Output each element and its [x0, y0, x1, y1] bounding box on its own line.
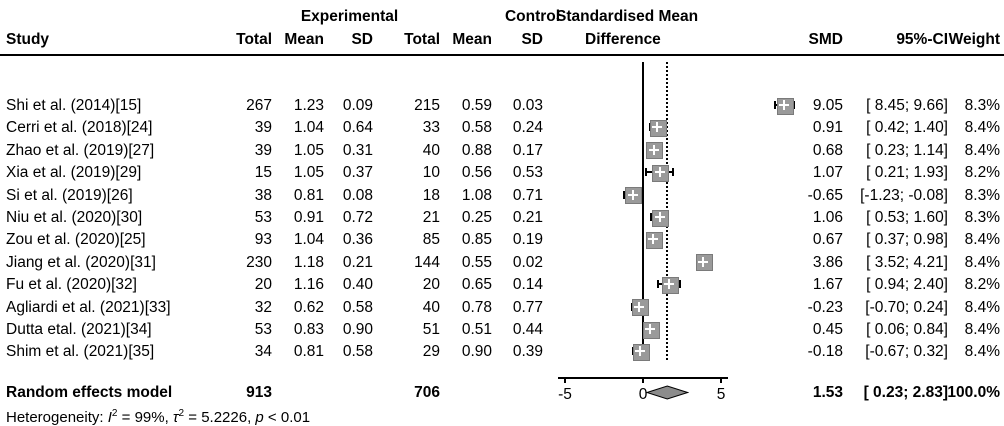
exp-total: 53 — [254, 209, 272, 226]
study-label: Dutta etal. (2021)[34] — [6, 321, 152, 338]
study-label: Fu et al. (2020)[32] — [6, 276, 137, 294]
weight: 8.4% — [964, 321, 1000, 338]
col-header-exp-mean: Mean — [284, 31, 324, 48]
confidence-interval: [ 0.23; 1.14] — [866, 141, 948, 159]
ctrl-sd: 0.17 — [512, 141, 543, 159]
x-axis-tick-label: -5 — [558, 386, 572, 403]
effect-size: 0.91 — [812, 119, 843, 137]
header-experimental: Experimental — [300, 8, 399, 25]
effect-size: 3.86 — [812, 253, 843, 271]
effect-marker — [777, 98, 794, 115]
marker-crosshair-v — [783, 100, 785, 110]
heterogeneity-text: Heterogeneity: $I^2 = 99\%$, $\tau^2 = 5.2226$, p < 0.01 — [6, 407, 311, 426]
x-axis-tick-label: 5 — [716, 386, 726, 403]
study-label: Cerri et al. (2018)[24] — [6, 119, 153, 137]
col-header-exp-total: Total — [236, 31, 272, 48]
effect-size: -0.23 — [807, 298, 843, 316]
exp-total: 53 — [254, 321, 272, 338]
x-axis-tick — [720, 377, 722, 383]
weight: 8.4% — [964, 298, 1000, 316]
weight: 8.2% — [964, 276, 1000, 294]
study-label: Shi et al. (2014)[15] — [6, 97, 142, 114]
x-axis-tick-label: 0 — [638, 386, 648, 403]
effect-size: -0.18 — [807, 343, 843, 361]
effect-marker — [646, 142, 663, 159]
confidence-interval: [-0.67; 0.32] — [865, 343, 948, 361]
ci-cap-upper — [672, 168, 674, 176]
ctrl-sd: 0.02 — [512, 253, 543, 271]
ci-cap-upper — [679, 280, 681, 288]
ctrl-mean: 0.55 — [461, 253, 492, 271]
study-label: Jiang et al. (2020)[31] — [6, 253, 156, 271]
exp-total: 32 — [254, 298, 272, 316]
confidence-interval: [-0.70; 0.24] — [865, 298, 948, 316]
ctrl-total: 144 — [414, 253, 440, 271]
exp-total: 34 — [254, 343, 272, 361]
effect-marker — [652, 165, 669, 182]
ctrl-sd: 0.44 — [512, 321, 543, 338]
ctrl-mean: 0.85 — [461, 231, 492, 249]
col-header-ci: 95%-CI — [896, 31, 948, 48]
header-rule — [0, 54, 1004, 56]
confidence-interval: [-1.23; -0.08] — [860, 186, 948, 204]
effect-size: 0.45 — [812, 321, 843, 338]
effect-marker — [625, 187, 642, 204]
ctrl-mean: 0.58 — [461, 119, 492, 137]
exp-total: 230 — [246, 253, 272, 271]
header-plot-line1: Standardised Mean — [556, 8, 699, 25]
marker-crosshair-v — [652, 234, 654, 244]
confidence-interval: [ 0.37; 0.98] — [866, 231, 948, 249]
ctrl-total: 85 — [422, 231, 440, 249]
weight: 8.3% — [964, 97, 1000, 114]
col-header-ctrl-sd: SD — [521, 31, 543, 48]
exp-mean: 1.18 — [293, 253, 324, 271]
ctrl-mean: 0.56 — [461, 164, 492, 182]
effect-size: 9.05 — [812, 97, 843, 114]
ctrl-total: 215 — [414, 97, 440, 114]
exp-mean: 0.62 — [293, 298, 324, 316]
exp-mean: 1.04 — [293, 231, 324, 249]
exp-sd: 0.72 — [342, 209, 373, 226]
effect-marker — [652, 210, 669, 227]
marker-crosshair-v — [656, 122, 658, 132]
summary-label: Random effects model — [6, 383, 173, 401]
effect-size: 0.68 — [812, 141, 843, 159]
col-header-study: Study — [6, 31, 50, 48]
header-plot-line2: Difference — [585, 31, 661, 48]
marker-crosshair-v — [632, 190, 634, 200]
exp-mean: 0.81 — [293, 343, 324, 361]
study-label: Xia et al. (2019)[29] — [6, 164, 142, 182]
exp-total: 93 — [254, 231, 272, 249]
ci-cap-lower — [774, 101, 776, 109]
effect-marker — [650, 120, 667, 137]
col-header-exp-sd: SD — [351, 31, 373, 48]
effect-size: 0.67 — [812, 231, 843, 249]
exp-mean: 0.81 — [293, 186, 324, 204]
ctrl-total: 20 — [422, 276, 440, 294]
exp-sd: 0.09 — [342, 97, 373, 114]
col-header-ctrl-total: Total — [404, 31, 440, 48]
ctrl-mean: 1.08 — [461, 186, 492, 204]
ctrl-total: 51 — [422, 321, 440, 338]
effect-size: 1.06 — [812, 209, 843, 226]
confidence-interval: [ 0.42; 1.40] — [866, 119, 948, 137]
study-label: Agliardi et al. (2021)[33] — [6, 298, 171, 316]
exp-sd: 0.40 — [342, 276, 373, 294]
ctrl-total: 33 — [422, 119, 440, 137]
exp-sd: 0.31 — [342, 141, 373, 159]
exp-mean: 0.83 — [293, 321, 324, 338]
effect-size: 1.67 — [812, 276, 843, 294]
confidence-interval: [ 3.52; 4.21] — [866, 253, 948, 271]
exp-total: 39 — [254, 141, 272, 159]
ctrl-mean: 0.78 — [461, 298, 492, 316]
col-header-ctrl-mean: Mean — [452, 31, 492, 48]
confidence-interval: [ 0.53; 1.60] — [866, 209, 948, 226]
summary-confidence-interval: [ 0.23; 2.83] — [863, 383, 948, 401]
confidence-interval: [ 8.45; 9.66] — [866, 97, 948, 114]
study-label: Niu et al. (2020)[30] — [6, 209, 143, 226]
exp-total: 267 — [246, 97, 272, 114]
ctrl-sd: 0.77 — [512, 298, 543, 316]
ctrl-sd: 0.53 — [512, 164, 543, 182]
ci-cap-lower — [645, 168, 647, 176]
weight: 8.3% — [964, 209, 1000, 226]
weight: 8.4% — [964, 119, 1000, 137]
weight: 8.4% — [964, 253, 1000, 271]
header-control: Control — [504, 8, 561, 25]
effect-size: 1.07 — [812, 164, 843, 182]
marker-crosshair-v — [649, 324, 651, 334]
exp-sd: 0.37 — [342, 164, 373, 182]
study-label: Zou et al. (2020)[25] — [6, 231, 146, 249]
exp-mean: 1.23 — [293, 97, 324, 114]
exp-total: 20 — [254, 276, 272, 294]
effect-size: -0.65 — [807, 186, 843, 204]
exp-sd: 0.21 — [342, 253, 373, 271]
exp-total: 39 — [254, 119, 272, 137]
summary-ctrl-total: 706 — [414, 383, 440, 401]
marker-crosshair-v — [639, 346, 641, 356]
ctrl-sd: 0.03 — [512, 97, 543, 114]
summary-weight: 100.0% — [947, 383, 1000, 401]
x-axis-tick — [564, 377, 566, 383]
marker-crosshair-v — [668, 279, 670, 289]
effect-marker — [662, 277, 679, 294]
ctrl-sd: 0.71 — [512, 186, 543, 204]
ctrl-sd: 0.21 — [512, 209, 543, 226]
x-axis-tick — [642, 377, 644, 383]
ctrl-total: 29 — [422, 343, 440, 361]
weight: 8.2% — [964, 164, 1000, 182]
col-header-smd: SMD — [808, 31, 843, 48]
ctrl-sd: 0.24 — [512, 119, 543, 137]
confidence-interval: [ 0.21; 1.93] — [866, 164, 948, 182]
ctrl-total: 40 — [422, 141, 440, 159]
ctrl-total: 10 — [422, 164, 440, 182]
exp-sd: 0.08 — [342, 186, 373, 204]
exp-mean: 1.16 — [293, 276, 324, 294]
weight: 8.4% — [964, 231, 1000, 249]
ctrl-mean: 0.88 — [461, 141, 492, 159]
study-label: Si et al. (2019)[26] — [6, 186, 133, 204]
ctrl-mean: 0.90 — [461, 343, 492, 361]
ctrl-mean: 0.65 — [461, 276, 492, 294]
exp-sd: 0.58 — [342, 298, 373, 316]
summary-exp-total: 913 — [246, 383, 272, 401]
effect-marker — [632, 299, 649, 316]
marker-crosshair-v — [659, 167, 661, 177]
ctrl-mean: 0.25 — [461, 209, 492, 226]
ctrl-mean: 0.51 — [461, 321, 492, 338]
ctrl-total: 21 — [422, 209, 440, 226]
summary-effect-size: 1.53 — [812, 383, 843, 401]
exp-mean: 0.91 — [293, 209, 324, 226]
marker-crosshair-v — [653, 145, 655, 155]
effect-marker — [643, 322, 660, 339]
confidence-interval: [ 0.06; 0.84] — [866, 321, 948, 338]
effect-marker — [633, 344, 650, 361]
exp-total: 38 — [254, 186, 272, 204]
ctrl-mean: 0.59 — [461, 97, 492, 114]
ctrl-sd: 0.19 — [512, 231, 543, 249]
exp-sd: 0.58 — [342, 343, 373, 361]
effect-marker — [696, 254, 713, 271]
marker-crosshair-v — [638, 302, 640, 312]
ctrl-total: 18 — [422, 186, 440, 204]
ci-cap-lower — [657, 280, 659, 288]
marker-crosshair-v — [702, 257, 704, 267]
weight: 8.3% — [964, 186, 1000, 204]
weight: 8.4% — [964, 343, 1000, 361]
ctrl-sd: 0.39 — [512, 343, 543, 361]
exp-sd: 0.90 — [342, 321, 373, 338]
exp-total: 15 — [254, 164, 272, 182]
ctrl-total: 40 — [422, 298, 440, 316]
exp-sd: 0.36 — [342, 231, 373, 249]
study-label: Zhao et al. (2019)[27] — [6, 141, 155, 159]
effect-marker — [646, 232, 663, 249]
weight: 8.4% — [964, 141, 1000, 159]
exp-mean: 1.04 — [293, 119, 324, 137]
exp-mean: 1.05 — [293, 141, 324, 159]
col-header-weight: Weight — [948, 31, 1000, 48]
marker-crosshair-v — [659, 212, 661, 222]
exp-mean: 1.05 — [293, 164, 324, 182]
ctrl-sd: 0.14 — [512, 276, 543, 294]
exp-sd: 0.64 — [342, 119, 373, 137]
study-label: Shim et al. (2021)[35] — [6, 343, 155, 361]
confidence-interval: [ 0.94; 2.40] — [866, 276, 948, 294]
